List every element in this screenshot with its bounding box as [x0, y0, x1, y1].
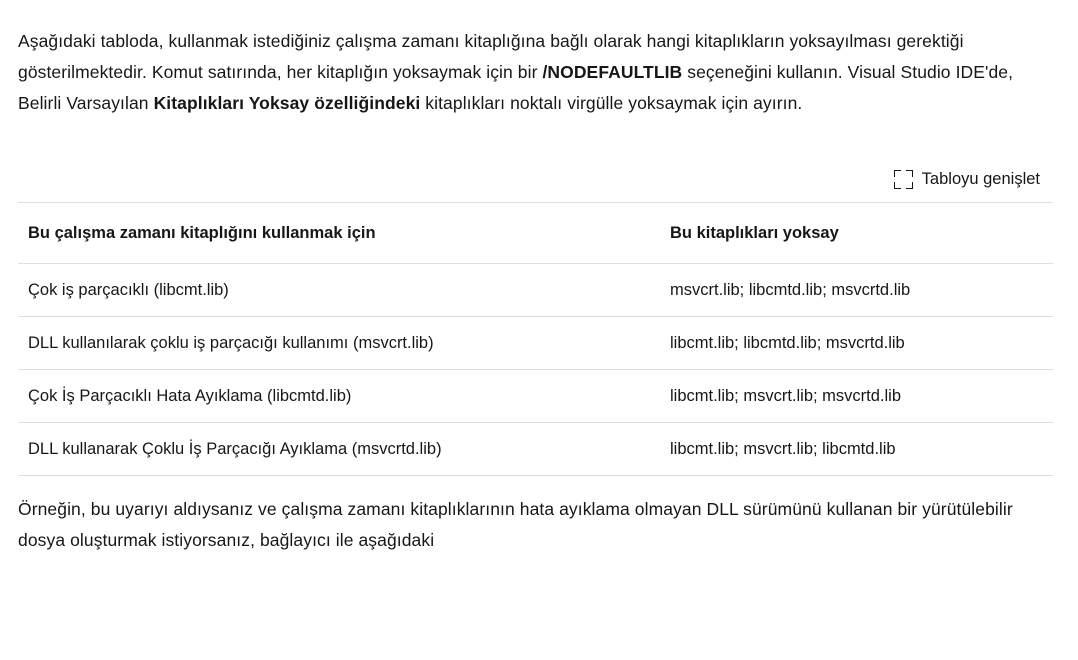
table-cell-library: DLL kullanarak Çoklu İş Parçacığı Ayıklama (msvcrtd.lib)	[18, 422, 658, 475]
table-cell-ignore: msvcrt.lib; libcmtd.lib; msvcrtd.lib	[658, 263, 1053, 316]
expand-table-button[interactable]	[18, 165, 1056, 195]
table-cell-ignore: libcmt.lib; msvcrt.lib; msvcrtd.lib	[658, 369, 1053, 422]
expand-icon	[894, 170, 913, 189]
intro-text-part-3: kitaplıkları noktalı virgülle yoksaymak için ayırın.	[420, 92, 803, 113]
table-cell-library: Çok iş parçacıklı (libcmt.lib)	[18, 263, 658, 316]
ignore-specific-libraries-property: Kitaplıkları Yoksay özelliğindeki	[153, 92, 421, 113]
intro-paragraph	[18, 18, 1056, 119]
table-row	[18, 422, 1053, 475]
table-cell-ignore: libcmt.lib; libcmtd.lib; msvcrtd.lib	[658, 316, 1053, 369]
table-row	[18, 263, 1053, 316]
table-header-row	[18, 202, 1053, 263]
document-page	[0, 18, 1078, 660]
table-cell-library: Çok İş Parçacıklı Hata Ayıklama (libcmtd.lib)	[18, 369, 658, 422]
table-header-cell: Bu kitaplıkları yoksay	[658, 202, 1053, 263]
table-row	[18, 316, 1053, 369]
table-header-cell: Bu çalışma zamanı kitaplığını kullanmak için	[18, 202, 658, 263]
outro-paragraph: Örneğin, bu uyarıyı aldıysanız ve çalışma zamanı kitaplıklarının hata ayıklama olmayan DLL sürümünü kullanan bir yürütülebilir dosya oluşturmak istiyorsanız, bağlayıcı ile aşağıdaki	[18, 498, 1013, 550]
table-cell-library: DLL kullanılarak çoklu iş parçacığı kullanımı (msvcrt.lib)	[18, 316, 658, 369]
runtime-library-table	[18, 202, 1053, 476]
expand-table-label: Tabloyu genişlet	[921, 170, 1040, 189]
table-cell-ignore: libcmt.lib; msvcrt.lib; libcmtd.lib	[658, 422, 1053, 475]
intro-text-part-1: Aşağıdaki tabloda, kullanmak istediğiniz çalışma zamanı kitaplığına bağlı olarak hangi kitaplıkların yoksayılması gerektiği gösterilmektedir. Komut satırında, her kitaplığın yoksaymak için bir	[18, 30, 964, 82]
table-row	[18, 369, 1053, 422]
nodefaultlib-option: /NODEFAULTLIB	[542, 61, 683, 82]
intro-text-part-2: seçeneğini kullanın. Visual Studio IDE'de, Belirli Varsayılan	[18, 61, 1014, 113]
